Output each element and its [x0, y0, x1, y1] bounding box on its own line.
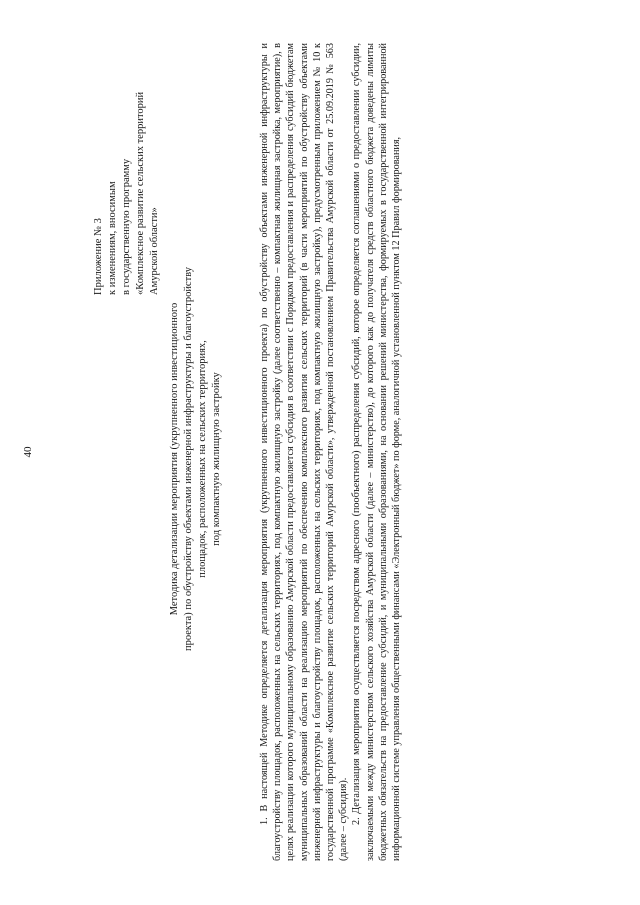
title-line: Методика детализации мероприятия (укрупненного инвестиционного — [169, 302, 180, 616]
paragraph-2: 2. Детализация мероприятия осуществляется посредством адресного (пообъектного) распределения субсидий, которое определяется соглашениями о предоставлении субсидии, заключаемыми между министерством сельского хозяйства Амурской области (далее – министерство), до которого как до получателя средств областного бюджета доведены лимиты бюджетных обязательств на предоставление субсидий, и муниципальными образованиями, на основании решений министерства, формируемых в государственной интегрированной информационной системе управления общественными финансами «Электронный бюджет» по форме, аналогичной установленной пунктом 12 Правил формирования, — [351, 43, 403, 861]
page-number: 40 — [22, 446, 34, 458]
appendix-line: Амурской области» — [149, 207, 160, 295]
title-line: проекта) по обустройству объектами инженерной инфраструктуры и благоустройству — [183, 266, 194, 652]
appendix-line: в государственную программу — [121, 158, 132, 295]
appendix-header — [92, 35, 162, 295]
document-body — [258, 43, 403, 861]
appendix-line: к изменениям, вносимым — [107, 181, 118, 295]
document-title — [168, 229, 224, 689]
appendix-line: Приложение № 3 — [93, 218, 104, 295]
title-line: площадок, расположенных на сельских территориях, — [197, 340, 208, 578]
paragraph-1: 1. В настоящей Методике определяется детализация мероприятия (укрупненного инвестиционного проекта) по обустройству объектами инженерной инфраструктуры и благоустройству площадок, расположенных на сельских территориях, под компактную жилищную застройку (далее соответственно – компактная жилищная застройка, мероприятие), в целях реализации которого муниципальному образованию Амурской области предоставляется субсидия в соответствии с Порядком предоставления и распределения субсидий бюджетам муниципальных образований области на реализацию мероприятий по обеспечению комплексного развития сельских территорий (в части мероприятий по обустройству объектами инженерной инфраструктуры и благоустройству площадок, расположенных на сельских территориях, под компактную жилищную застройку), предусмотренным приложением № 10 к государственной программе «Комплексное развитие сельских территорий Амурской области», утвержденной постановлением Правительства Амурской области от 25.09.2019 № 563 (далее – субсидия). — [259, 43, 350, 861]
title-line: под компактную жилищную застройку — [211, 372, 222, 546]
appendix-line: «Комплексное развитие сельских территорий — [135, 91, 146, 295]
